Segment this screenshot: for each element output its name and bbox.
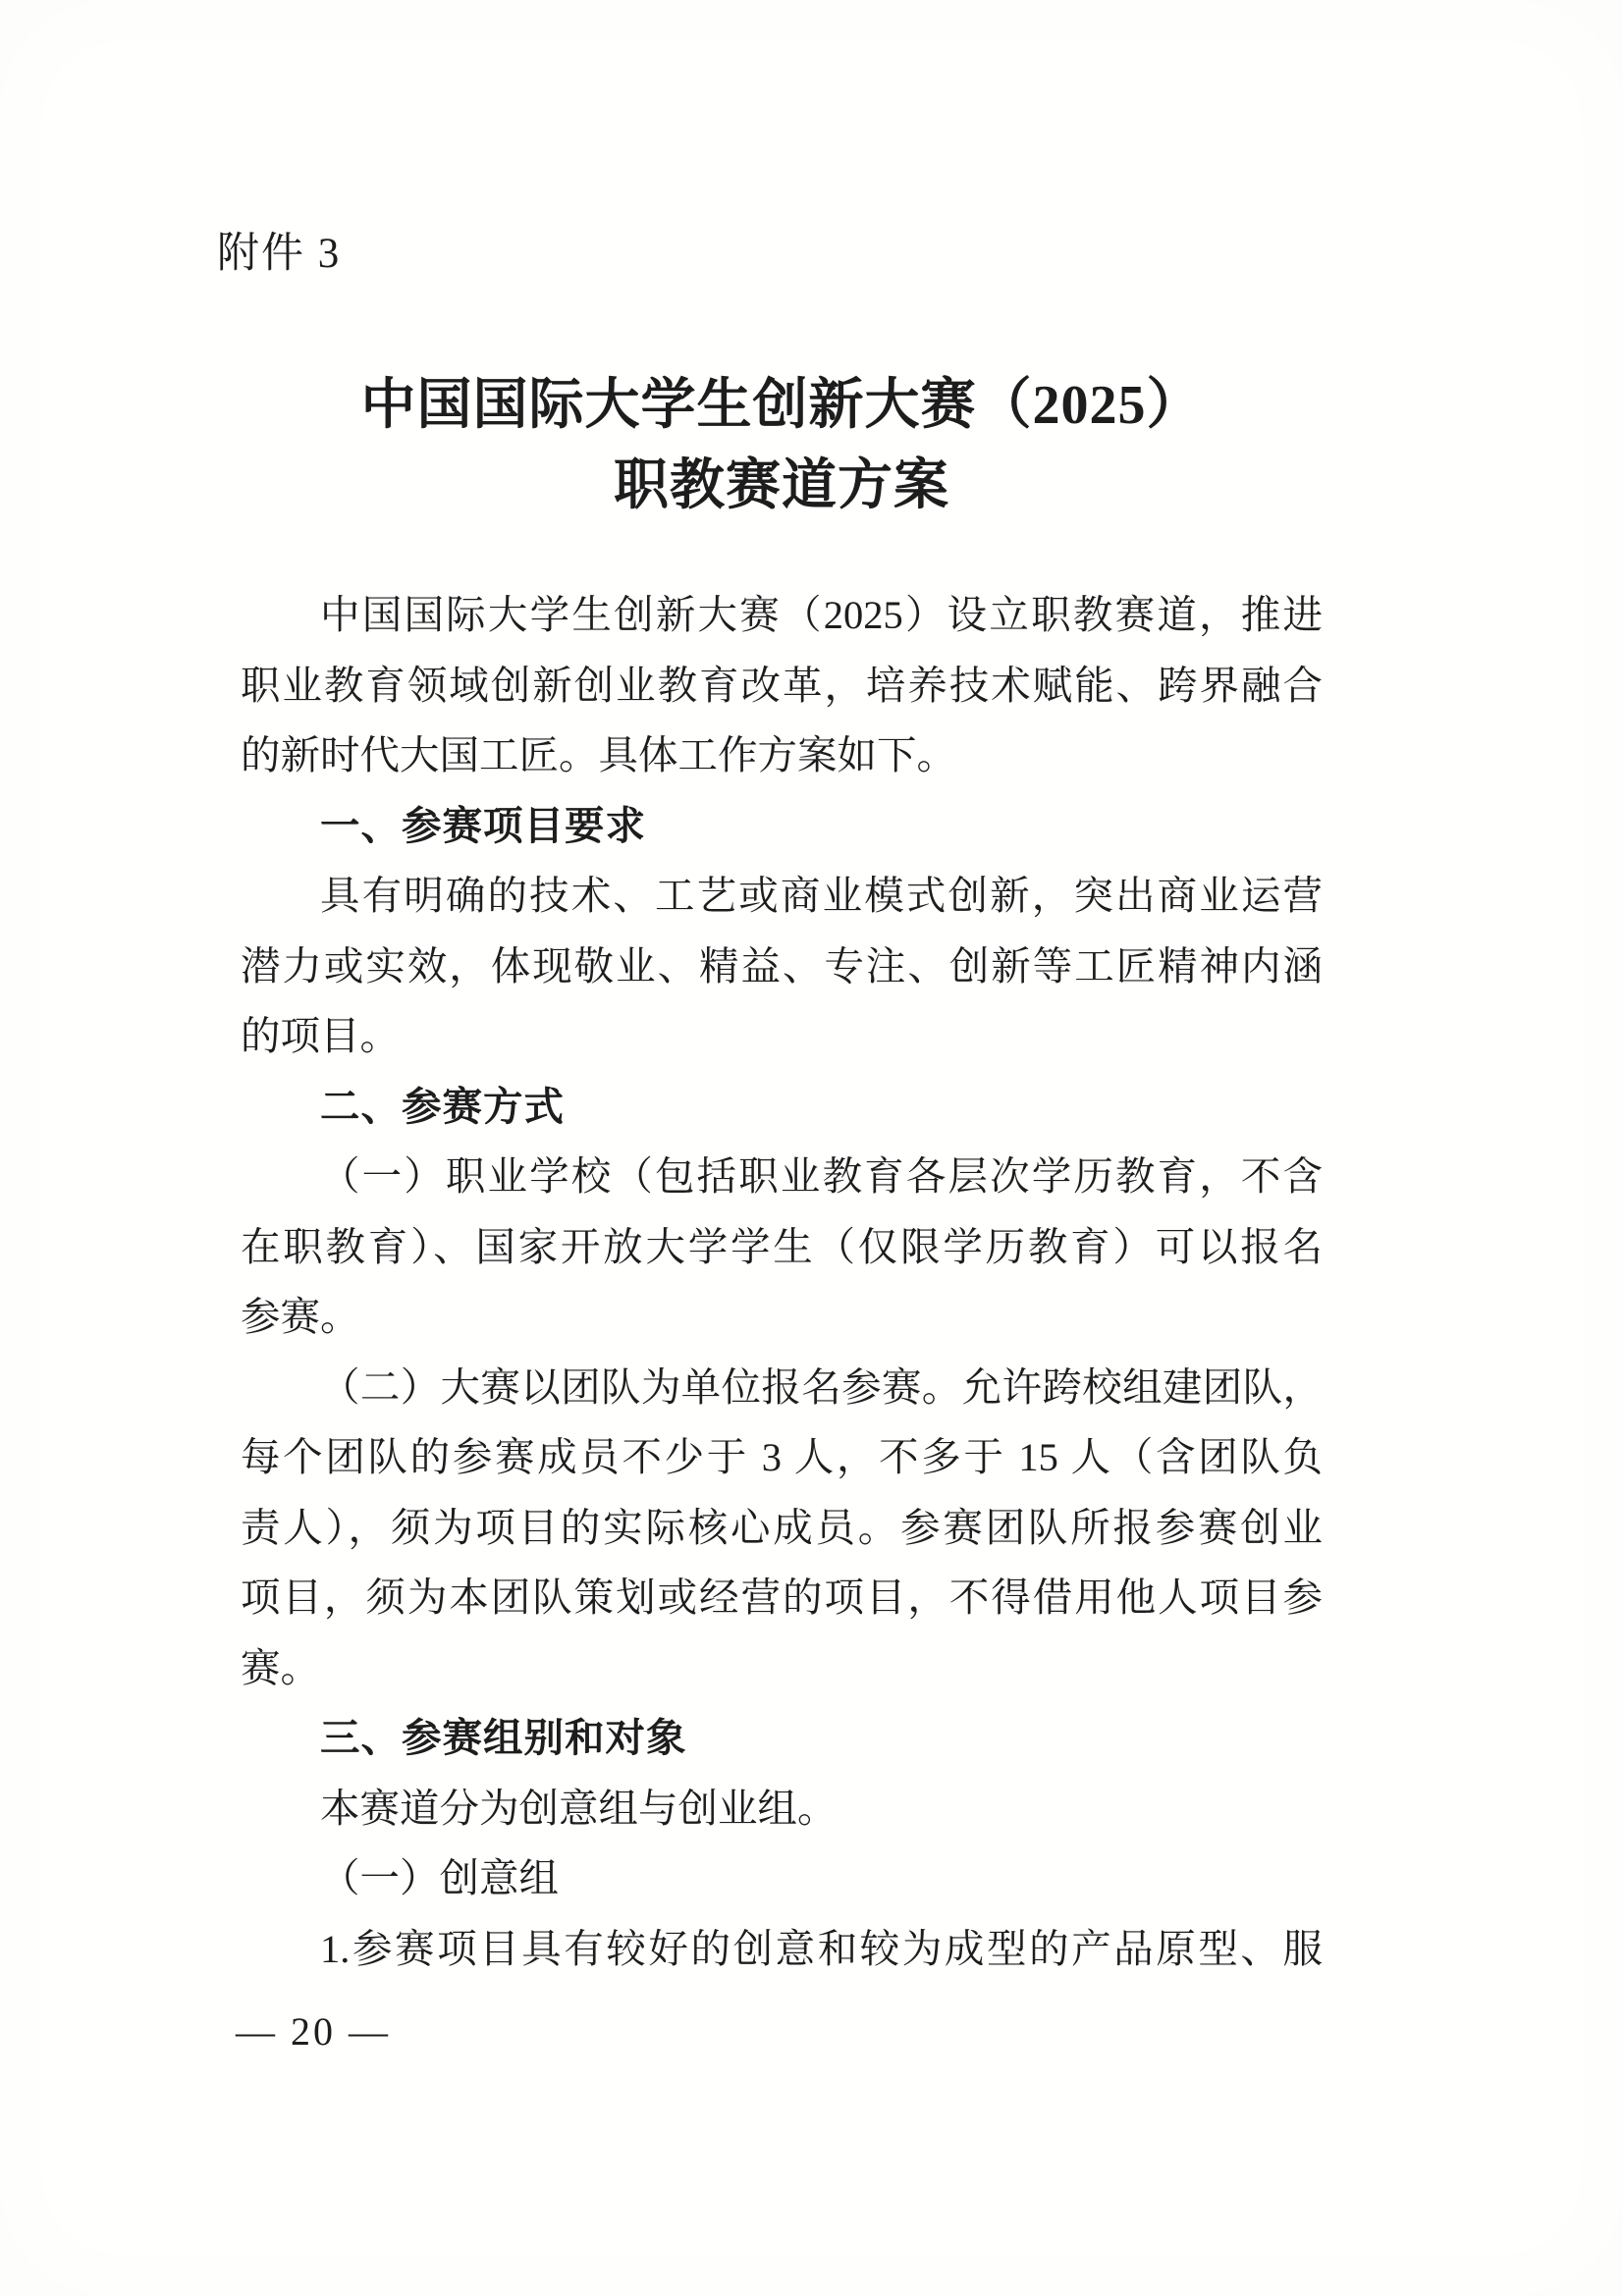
body-paragraph	[241, 861, 1323, 1072]
text-line: 参赛。	[241, 1295, 360, 1339]
title-line-2: 职教赛道方案	[614, 455, 949, 516]
title-line-1: 中国国际大学生创新大赛（2025）	[360, 375, 1203, 436]
section-heading	[241, 1703, 1323, 1774]
text-line: 具有明确的技术、工艺或商业模式创新，突出商业运营	[320, 874, 1323, 918]
text-line: 1.参赛项目具有较好的创意和较为成型的产品原型、服	[320, 1926, 1323, 1971]
text-line: （一）职业学校（包括职业教育各层次学历教育，不含	[320, 1154, 1323, 1199]
document-title	[241, 365, 1323, 526]
body-paragraph	[241, 1353, 1323, 1704]
text-line: 中国国际大学生创新大赛（2025）设立职教赛道，推进	[320, 593, 1323, 637]
text-line: 项目，须为本团队策划或经营的项目，不得借用他人项目参	[241, 1575, 1323, 1620]
section-heading	[241, 1072, 1323, 1143]
page-number: — 20 —	[236, 2009, 391, 2054]
section-heading	[241, 791, 1323, 862]
document-body	[241, 580, 1323, 1984]
text-line: 一、参赛项目要求	[320, 802, 646, 848]
body-paragraph	[241, 580, 1323, 791]
body-paragraph	[241, 1774, 1323, 1844]
body-paragraph	[241, 1914, 1323, 1985]
text-line: 赛。	[241, 1645, 320, 1690]
text-line: 潜力或实效，体现敬业、精益、专注、创新等工匠精神内涵	[241, 943, 1323, 988]
attachment-label: 附件 3	[217, 231, 342, 277]
text-line: 本赛道分为创意组与创业组。	[320, 1786, 838, 1831]
body-paragraph	[241, 1142, 1323, 1353]
text-line: 三、参赛组别和对象	[320, 1715, 687, 1760]
text-line: （一）创意组	[320, 1856, 559, 1900]
text-line: 每个团队的参赛成员不少于 3 人，不多于 15 人（含团队负	[241, 1435, 1323, 1479]
text-line: 的新时代大国工匠。具体工作方案如下。	[241, 733, 956, 777]
text-line: 的项目。	[241, 1014, 400, 1058]
text-line: （二）大赛以团队为单位报名参赛。允许跨校组建团队，	[320, 1364, 1323, 1410]
text-line: 职业教育领域创新创业教育改革，培养技术赋能、跨界融合	[241, 663, 1323, 708]
body-paragraph	[241, 1843, 1323, 1914]
text-line: 在职教育）、国家开放大学学生（仅限学历教育）可以报名	[241, 1224, 1323, 1269]
text-line: 责人），须为项目的实际核心成员。参赛团队所报参赛创业	[241, 1505, 1323, 1550]
text-line: 二、参赛方式	[320, 1083, 565, 1129]
